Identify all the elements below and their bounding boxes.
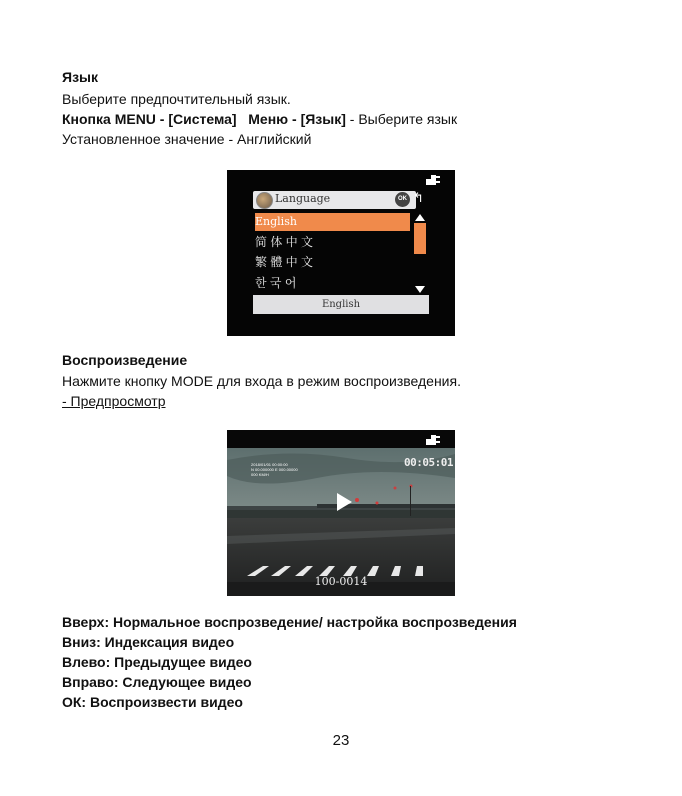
play-icon[interactable] (337, 493, 352, 511)
language-menu-header (253, 191, 416, 209)
video-time-code: 00:05:01 (404, 456, 453, 469)
video-info-overlay (251, 462, 298, 477)
control-up: Вверх: Нормальное воспрозведение/ настройка воспрозведения (62, 614, 517, 630)
video-file-number: 100-0014 (314, 575, 368, 588)
language-option-simplified-chinese[interactable]: 简 体 中 文 (255, 235, 314, 249)
current-language-value: English (253, 295, 429, 314)
back-arrow-icon[interactable]: ↰ (413, 190, 424, 205)
osd-line: 000 KM/H (251, 472, 269, 477)
power-plug-icon (425, 434, 441, 446)
language-nav-path: Кнопка MENU - [Система] Меню - [Язык] (62, 111, 346, 127)
language-nav-suffix: - Выберите язык (345, 111, 458, 127)
page-number: 23 (332, 732, 350, 749)
language-option-english[interactable]: English (255, 213, 410, 231)
language-nav-line (62, 109, 457, 129)
control-right: Вправо: Следующее видео (62, 674, 252, 690)
power-plug-icon (425, 174, 441, 186)
playback-preview-screen (227, 430, 455, 596)
osd-line: N 00.000000 E 000.00000 (251, 467, 298, 472)
language-heading: Язык (62, 69, 98, 85)
scroll-down-arrow-icon[interactable] (415, 286, 425, 293)
scroll-up-arrow-icon[interactable] (415, 214, 425, 221)
globe-icon (256, 192, 273, 209)
control-left: Влево: Предыдущее видео (62, 654, 252, 670)
control-down: Вниз: Индексация видео (62, 634, 235, 650)
language-default-value: Установленное значение - Английский (62, 131, 312, 147)
language-menu-screen (227, 170, 455, 336)
playback-description: Нажмите кнопку MODE для входа в режим воспроизведения. (62, 373, 461, 389)
language-description: Выберите предпочтительный язык. (62, 91, 291, 107)
language-option-traditional-chinese[interactable]: 繁 體 中 文 (255, 255, 314, 269)
playback-heading: Воспроизведение (62, 352, 188, 368)
language-option-korean[interactable]: 한 국 어 (255, 276, 297, 290)
control-ok: ОК: Воспроизвести видео (62, 694, 243, 710)
osd-line: 2018/01/01 00:00:00 (251, 462, 288, 467)
language-menu-title: Language (275, 192, 331, 205)
preview-subheading: - Предпросмотр (62, 393, 166, 409)
ok-icon[interactable]: OK (395, 192, 410, 207)
scrollbar-thumb[interactable] (414, 223, 426, 254)
